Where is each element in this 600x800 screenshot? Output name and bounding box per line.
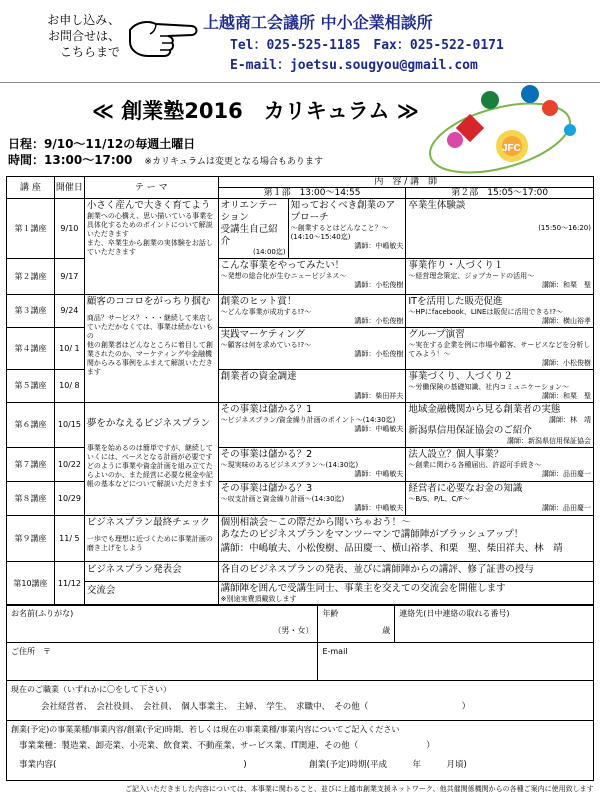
session-cell	[406, 482, 594, 516]
session-title: 法人設立？個人事業？	[408, 449, 504, 460]
date-cell: 10/15	[54, 403, 84, 448]
header-part2: 第２部 15:05～17:00	[406, 188, 594, 199]
session-cell	[406, 448, 594, 482]
decorative-graphic	[420, 80, 585, 180]
job-field	[7, 681, 594, 721]
session-instructor: 講師：和栗 聖	[542, 281, 591, 289]
session-sub: ～顧客は何を求めている!?～	[220, 341, 312, 349]
header-content: 内 容 / 講 師	[218, 177, 593, 188]
session-title: その事業は儲かる？3	[220, 483, 313, 494]
session-sub: ～経営理念策定、ジョブカードの活用～	[408, 272, 535, 280]
session-title: オリエンテーション	[220, 200, 278, 223]
business-field	[7, 721, 594, 781]
course-cell: 第５講座	[7, 370, 55, 403]
jfc-logo-text: JFC	[502, 143, 521, 154]
session-cell	[406, 295, 594, 328]
theme-desc: 一歩でも理想に近づくために事業計画の磨き上げをしよう	[86, 535, 213, 552]
course-cell: 第６講座	[7, 403, 55, 448]
theme-title: 夢をかなえるビジネスプラン	[86, 418, 211, 429]
session-title: 地域金融機関から見る創業者の実態	[408, 404, 561, 415]
date-cell: 9/10	[54, 199, 84, 259]
session-sub: ～どんな事業が成功する!?～	[220, 308, 312, 316]
contact-note-line: お問合せは、	[47, 29, 120, 43]
session-title: 事業づくり、人づくり２	[408, 371, 513, 382]
date-cell: 10/29	[54, 482, 84, 516]
page-title: ≪ 創業塾2016 カリキュラム ≫	[92, 99, 419, 123]
session-cell	[218, 259, 406, 295]
session-title: 講師陣を囲んで受講生同士、事業主を交えての交流会を開催します	[220, 583, 506, 594]
header-course: 講 座	[7, 177, 55, 199]
header-part1: 第１部 13:00～14:55	[218, 188, 406, 199]
session-cell	[406, 199, 594, 259]
session-title: 個別相談会～この際だから聞いちゃおう！～	[220, 517, 411, 528]
session-cell	[406, 328, 594, 370]
session-title: 新潟県信用保証協会のご紹介	[408, 425, 532, 436]
theme-desc: 他の創業者はどんなところに着目して創業されたのか、マーケティングや金融機関からみる事例をふまえて解説いただきます	[86, 341, 213, 376]
session-instructor: 講師：中嶋敏夫	[354, 504, 404, 512]
contact-note-line: お申し込み、	[47, 13, 120, 27]
organization-name: 上越商工会議所 中小企業相談所	[203, 13, 433, 32]
session-cell	[218, 448, 406, 482]
session-sub: ～実在する企業を例に市場や顧客、サービスなどを分析してみよう！～	[408, 341, 591, 358]
theme-title: ビジネスプラン発表会	[86, 564, 182, 575]
session-sub: ～ビジネスプラン/資金繰り計画のポイント～(14:30迄)	[220, 416, 396, 424]
session-title: 卒業生体験談	[408, 200, 466, 211]
age-label: 年齢	[322, 609, 339, 618]
date-cell: 10/ 8	[54, 370, 84, 403]
session-title: 経営者に必要なお金の知識	[408, 483, 523, 494]
session-sub: ～収支計画と資金繰り計画～(14:30迄)	[220, 495, 345, 503]
session-sub: ～現実味のあるビジネスプラン～(14:30迄)	[220, 461, 359, 469]
address-label: ご住所 〒	[11, 647, 51, 656]
session-cell-wide	[218, 516, 593, 562]
session-title: 受講生自己紹介	[220, 224, 278, 247]
pointing-hand-icon	[126, 14, 198, 62]
curriculum-table	[6, 176, 594, 606]
session-cell	[218, 295, 406, 328]
job-options[interactable]: 会社経営者、 会社役員、 会社員、 個人事業主、 主婦、 学生、 求職中、 その他（ ）	[41, 702, 471, 712]
session-sub: ～HPにfacebook、LINEは販促に活用できる!?～	[408, 308, 563, 316]
session-title: グループ演習	[408, 329, 465, 340]
session-instructor: 講師：横山裕孝	[542, 317, 591, 325]
email-field[interactable]	[318, 643, 594, 681]
theme-title: ビジネスプラン最終チェック	[86, 517, 210, 528]
course-cell: 第８講座	[7, 482, 55, 516]
session-cell	[406, 370, 594, 403]
session-cell	[218, 403, 406, 448]
date-cell: 9/24	[54, 295, 84, 328]
session-title: ITを活用した販売促進	[408, 296, 503, 307]
session-instructor: 講師：林 靖	[549, 416, 591, 424]
theme-title: 顧客のココロをがっちり掴む	[86, 296, 211, 307]
theme-desc: 創業への心構え、思い描いている事業を具体化するためのポイントについて解説いただきます	[86, 212, 214, 238]
tel-fax: Tel：025-525-1185 Fax：025-522-0171	[230, 38, 504, 53]
schedule-note: ※カリキュラムは変更となる場合もあります	[144, 157, 323, 167]
theme-cell	[84, 403, 218, 516]
email-label: E-mail	[322, 647, 348, 656]
theme-title: 交流会	[86, 585, 116, 596]
session-instructor: 講師：小松俊樹	[354, 350, 404, 358]
session-instructor: 講師：柴田祥夫	[354, 392, 404, 400]
session-title: こんな事業をやってみたい！	[220, 260, 345, 271]
footer-note: ご記入いただきました内容については、本事業に関わること、並びに上越市創業支援ネットワーク、他共催関係機関からの各種ご案内に使用致します	[125, 785, 594, 793]
session-cell	[406, 259, 594, 295]
session-instructor: 講師：小松俊樹	[542, 359, 591, 367]
course-cell: 第９講座	[7, 516, 55, 562]
session-title: その事業は儲かる？1	[220, 404, 313, 415]
job-question: 現在のご職業（いずれかに〇をして下さい）	[11, 685, 171, 694]
business-type-options[interactable]: 事業業種：製造業、卸売業、小売業、飲食業、不動産業、サービス業、IT関連、その他（ ）	[19, 741, 435, 751]
session-sub: ～B/S、P/L、C/F～	[408, 495, 470, 503]
session-cell-wide	[218, 562, 593, 606]
session-instructor: 講師：新潟県信用保証協会	[507, 437, 591, 445]
session-cell	[406, 403, 594, 448]
session-cell	[218, 482, 406, 516]
course-cell: 第３講座	[7, 295, 55, 328]
theme-desc: 事業を始めるのは簡単ですが、継続していくには、ベースとなる計画が必要です	[86, 444, 213, 461]
date-cell: 10/22	[54, 448, 84, 482]
session-note: ※別途実費頂戴致します	[220, 595, 297, 603]
business-content-field[interactable]: 事業内容( )	[19, 760, 247, 770]
session-instructor: 講師：品田慶一	[542, 470, 591, 478]
session-time: (15:50～16:20)	[538, 224, 591, 232]
course-cell: 第１講座	[7, 199, 55, 259]
schedule-time-line	[8, 152, 323, 170]
email-address: E-mail：joetsu.sougyou@gmail.com	[230, 58, 478, 73]
session-cell	[218, 199, 406, 259]
session-instructor: 講師：中嶋敏夫	[354, 470, 404, 478]
session-sub: ～発想の総合化が生むニュービジネス～	[220, 272, 347, 280]
header-theme: テ ー マ	[84, 177, 218, 199]
session-sub: ～創業するとはどんなこと？～(14:10～15:40迄)	[290, 224, 389, 241]
theme-desc: また、卒業生から創業の実体験をお話していただきます	[86, 239, 213, 256]
theme-cell	[84, 516, 218, 562]
session-title: 創業のヒット賞！	[220, 296, 297, 307]
session-title: 創業者の資金調達	[220, 371, 297, 382]
theme-cell	[84, 295, 218, 403]
session-instructor: 講師：小松俊樹	[354, 281, 404, 289]
session-instructor: 講師：中嶋敏夫	[354, 425, 404, 433]
theme-cell	[84, 199, 218, 295]
contact-note-line: こちらまで	[59, 45, 120, 59]
session-instructor: 講師：品田慶一	[542, 504, 591, 512]
name-field[interactable]	[7, 605, 318, 643]
schedule-block	[8, 136, 323, 170]
application-form	[6, 604, 594, 781]
session-title: あなたのビジネスプランをマンツーマンで講師陣がブラッシュアップ！	[220, 529, 524, 540]
header-date: 開催日	[54, 177, 84, 199]
age-unit: 歳	[382, 626, 391, 635]
course-cell: 第10講座	[7, 562, 55, 606]
business-question: 創業(予定)の事業業種/事業内容/創業(予定)時期、若しくは現在の事業業種/事業内容についてご記入ください	[11, 725, 400, 734]
session-time: (14:00迄)	[252, 248, 286, 256]
schedule-dates: 日程：9/10～11/12の毎週土曜日	[8, 137, 196, 151]
session-instructor: 講師：中嶋敏夫	[354, 242, 404, 250]
business-start-field[interactable]: 創業(予定)時期(平成 年 月頃)	[309, 760, 467, 770]
session-cell	[218, 328, 406, 370]
date-cell: 11/ 5	[54, 516, 84, 562]
session-title: 実践マーケティング	[220, 329, 305, 340]
session-title: 知っておくべき創業のアプローチ	[290, 200, 396, 223]
contact-label: 連絡先(日中連絡の取れる番号)	[399, 609, 510, 618]
date-cell: 11/12	[54, 562, 84, 606]
session-cell	[218, 370, 406, 403]
session-sub: ～労働保険の基礎知識、社内コミュニケーション～	[408, 383, 569, 391]
theme-cell	[84, 562, 218, 606]
course-cell: 第２講座	[7, 259, 55, 295]
contact-note	[10, 12, 120, 60]
session-instructor: 講師：和栗 聖	[542, 392, 591, 400]
theme-desc: どのように事業や資金計画を組み立てたらよいのか、また経営に必要な税金や記帳の基本などについて解説いただきます	[86, 462, 213, 488]
session-instructor: 講師：小松俊樹	[354, 317, 404, 325]
session-title: 各自のビジネスプランの発表、並びに講師陣からの講評、修了証書の授与	[220, 564, 534, 575]
date-cell: 10/ 1	[54, 328, 84, 370]
theme-title: 小さく産んで大きく育てよう	[86, 200, 211, 211]
course-cell: 第４講座	[7, 328, 55, 370]
address-field[interactable]	[7, 643, 318, 681]
contact-field[interactable]	[395, 605, 594, 643]
age-field[interactable]	[318, 605, 395, 643]
theme-desc: 商品？サービス？・・・継続して来店していただかなくては、事業は続かないもの	[86, 314, 213, 340]
session-title: その事業は儲かる？2	[220, 449, 313, 460]
course-cell: 第７講座	[7, 448, 55, 482]
session-instructor: 講師：中嶋敏夫、小松俊樹、品田慶一、横山裕孝、和栗 聖、柴田祥夫、林 靖	[220, 543, 563, 554]
schedule-time: 時間：13:00～17:00	[8, 153, 133, 167]
session-sub: ～創業に関わる各種届出、許認可手続き～	[408, 461, 542, 469]
date-cell: 9/17	[54, 259, 84, 295]
gender-label: （男・女）	[273, 626, 314, 635]
session-title: 事業作り・人づくり１	[408, 260, 504, 271]
name-label: お名前(ふりがな)	[11, 609, 74, 618]
